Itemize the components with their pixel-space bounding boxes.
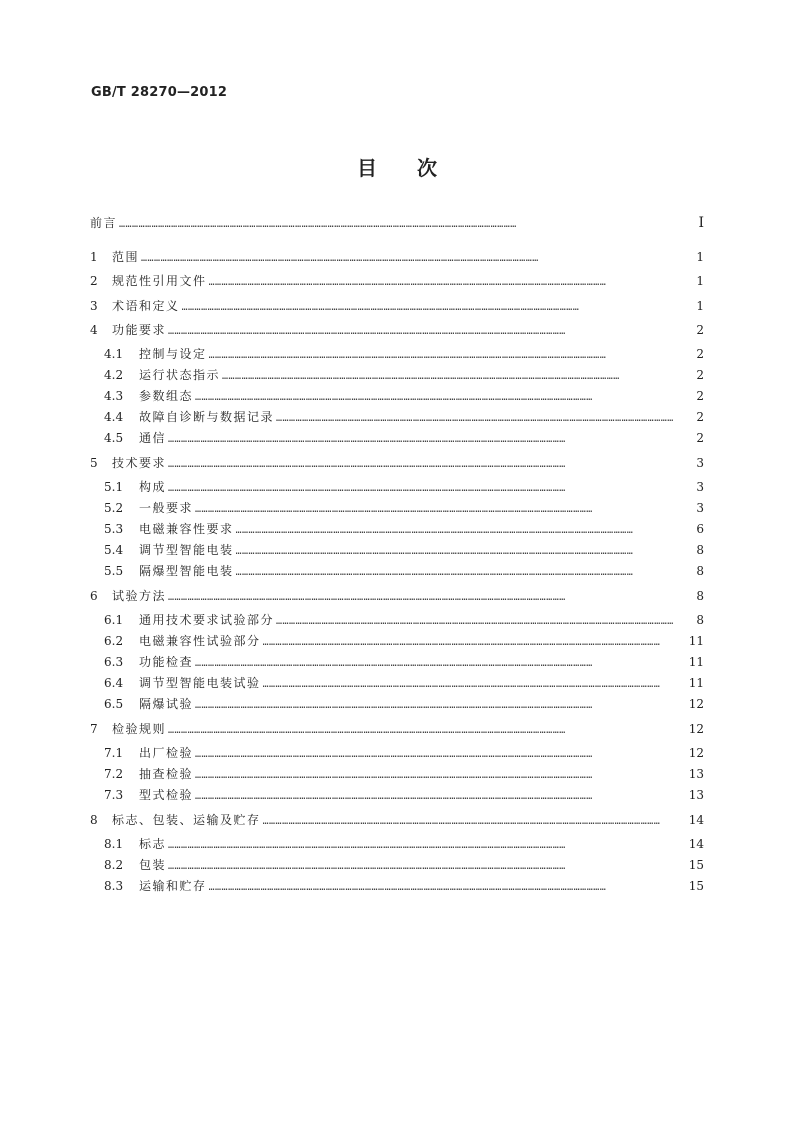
toc-entry[interactable] bbox=[90, 480, 704, 496]
toc-entry[interactable] bbox=[90, 697, 704, 713]
toc-leader-dots bbox=[236, 524, 694, 538]
toc-entry-label: 电磁兼容性要求 bbox=[139, 522, 234, 536]
toc-leader-dots bbox=[263, 678, 687, 692]
toc-leader-dots bbox=[236, 566, 694, 580]
toc-entry-page: 2 bbox=[696, 347, 704, 361]
toc-entry[interactable] bbox=[90, 299, 704, 315]
toc-entry-page: 11 bbox=[688, 655, 704, 669]
toc-entry-label: 技术要求 bbox=[112, 456, 167, 470]
toc-entry-label: 出厂检验 bbox=[139, 746, 194, 760]
toc-entry-label: 规范性引用文件 bbox=[112, 274, 207, 288]
toc-entry-page: 6 bbox=[696, 522, 704, 536]
toc-entry-number: 6 bbox=[90, 589, 98, 603]
toc-entry-number: 8 bbox=[90, 813, 98, 827]
toc-entry-page: 1 bbox=[696, 274, 704, 288]
toc-entry[interactable] bbox=[90, 347, 704, 363]
toc-entry-number: 7.1 bbox=[104, 746, 124, 760]
toc-entry-number: 8.2 bbox=[104, 858, 124, 872]
toc-entry[interactable] bbox=[90, 858, 704, 874]
toc-leader-dots bbox=[222, 370, 694, 384]
toc-entry-page: 1 bbox=[696, 299, 704, 313]
toc-entry-page: 13 bbox=[688, 788, 704, 802]
toc-entry-label: 标志 bbox=[139, 837, 167, 851]
toc-entry-number: 4.3 bbox=[104, 389, 124, 403]
toc-leader-dots bbox=[195, 769, 687, 783]
toc-entry-label: 故障自诊断与数据记录 bbox=[139, 410, 275, 424]
toc-entry-number: 4.4 bbox=[104, 410, 124, 424]
toc-entry-number: 6.4 bbox=[104, 676, 124, 690]
toc-entry-number: 6.1 bbox=[104, 613, 124, 627]
toc-entry-page: 3 bbox=[696, 501, 704, 515]
toc-entry-number: 5 bbox=[90, 456, 98, 470]
toc-entry[interactable] bbox=[90, 410, 704, 426]
toc-entry-page: Ⅰ bbox=[698, 215, 704, 231]
toc-entry-page: 8 bbox=[696, 613, 704, 627]
toc-entry-number: 5.4 bbox=[104, 543, 124, 557]
toc-entry-page: 15 bbox=[688, 858, 704, 872]
toc-entry-page: 11 bbox=[688, 676, 704, 690]
toc-leader-dots bbox=[119, 218, 694, 232]
toc-entry[interactable] bbox=[90, 274, 704, 290]
toc-entry[interactable] bbox=[90, 722, 704, 738]
title-char-2: 次 bbox=[417, 156, 437, 180]
toc-entry-number: 7.3 bbox=[104, 788, 124, 802]
toc-leader-dots bbox=[168, 325, 694, 339]
toc-entry[interactable] bbox=[90, 456, 704, 472]
toc-entry-number: 4.2 bbox=[104, 368, 124, 382]
toc-leader-dots bbox=[263, 815, 687, 829]
toc-leader-dots bbox=[195, 503, 694, 517]
toc-entry-label: 构成 bbox=[139, 480, 167, 494]
toc-entry-number: 8.3 bbox=[104, 879, 124, 893]
toc-entry-number: 7.2 bbox=[104, 767, 124, 781]
toc-entry[interactable] bbox=[90, 634, 704, 650]
toc-entry-label: 检验规则 bbox=[112, 722, 167, 736]
toc-entry[interactable] bbox=[90, 216, 704, 232]
toc-entry-label: 型式检验 bbox=[139, 788, 194, 802]
toc-entry[interactable] bbox=[90, 431, 704, 447]
toc-entry-number: 6.5 bbox=[104, 697, 124, 711]
toc-entry-label: 通信 bbox=[139, 431, 167, 445]
toc-entry-label: 隔爆试验 bbox=[139, 697, 194, 711]
toc-entry-number: 1 bbox=[90, 250, 98, 264]
toc-entry[interactable] bbox=[90, 613, 704, 629]
toc-leader-dots bbox=[195, 657, 687, 671]
toc-entry-label: 一般要求 bbox=[139, 501, 194, 515]
toc-leader-dots bbox=[168, 458, 694, 472]
toc-entry-label: 功能要求 bbox=[112, 323, 167, 337]
toc-entry[interactable] bbox=[90, 543, 704, 559]
toc-entry[interactable] bbox=[90, 676, 704, 692]
toc-entry-page: 3 bbox=[696, 456, 704, 470]
toc-entry[interactable] bbox=[90, 879, 704, 895]
toc-entry-label: 控制与设定 bbox=[139, 347, 207, 361]
toc-leader-dots bbox=[195, 391, 694, 405]
toc-entry-label: 抽查检验 bbox=[139, 767, 194, 781]
toc-entry-page: 15 bbox=[688, 879, 704, 893]
toc-entry-number: 8.1 bbox=[104, 837, 124, 851]
toc-entry-page: 14 bbox=[688, 837, 704, 851]
toc-entry-number: 5.2 bbox=[104, 501, 124, 515]
toc-entry-number: 7 bbox=[90, 722, 98, 736]
toc-leader-dots bbox=[263, 636, 687, 650]
toc-entry-page: 2 bbox=[696, 323, 704, 337]
toc-entry[interactable] bbox=[90, 250, 704, 266]
toc-entry-label: 通用技术要求试验部分 bbox=[139, 613, 275, 627]
toc-entry[interactable] bbox=[90, 501, 704, 517]
toc-entry-page: 12 bbox=[688, 697, 704, 711]
toc-entry[interactable] bbox=[90, 746, 704, 762]
toc-entry-number: 5.5 bbox=[104, 564, 124, 578]
toc-entry-label: 前言 bbox=[90, 216, 118, 230]
toc-entry-number: 5.1 bbox=[104, 480, 124, 494]
toc-entry-page: 3 bbox=[696, 480, 704, 494]
toc-leader-dots bbox=[195, 790, 687, 804]
toc-entry-page: 2 bbox=[696, 431, 704, 445]
toc-entry-label: 调节型智能电装试验 bbox=[139, 676, 261, 690]
toc-entry-label: 术语和定义 bbox=[112, 299, 180, 313]
toc-leader-dots bbox=[209, 349, 694, 363]
toc-entry-number: 4.5 bbox=[104, 431, 124, 445]
toc-entry-page: 2 bbox=[696, 410, 704, 424]
toc-leader-dots bbox=[168, 433, 694, 447]
toc-entry[interactable] bbox=[90, 767, 704, 783]
toc-entry[interactable] bbox=[90, 813, 704, 829]
toc-entry-number: 4.1 bbox=[104, 347, 124, 361]
toc-entry-label: 包装 bbox=[139, 858, 167, 872]
toc-leader-dots bbox=[195, 699, 687, 713]
toc-entry-number: 2 bbox=[90, 274, 98, 288]
toc-entry-page: 13 bbox=[688, 767, 704, 781]
toc-entry-page: 2 bbox=[696, 389, 704, 403]
toc-leader-dots bbox=[182, 301, 694, 315]
toc-entry-page: 8 bbox=[696, 543, 704, 557]
toc-leader-dots bbox=[168, 724, 687, 738]
page-title bbox=[0, 152, 794, 181]
toc-entry[interactable] bbox=[90, 837, 704, 853]
toc-entry-label: 参数组态 bbox=[139, 389, 194, 403]
toc-entry-page: 8 bbox=[696, 564, 704, 578]
toc-entry[interactable] bbox=[90, 564, 704, 580]
toc-leader-dots bbox=[276, 615, 694, 629]
toc-entry[interactable] bbox=[90, 522, 704, 538]
toc-entry-number: 3 bbox=[90, 299, 98, 313]
toc-leader-dots bbox=[195, 748, 687, 762]
toc-entry-page: 1 bbox=[696, 250, 704, 264]
toc-entry-page: 14 bbox=[688, 813, 704, 827]
toc-entry-label: 隔爆型智能电装 bbox=[139, 564, 234, 578]
title-char-1: 目 bbox=[357, 156, 377, 180]
toc-entry-label: 运行状态指示 bbox=[139, 368, 221, 382]
toc-entry-number: 6.3 bbox=[104, 655, 124, 669]
toc-entry-number: 4 bbox=[90, 323, 98, 337]
toc-entry-label: 范围 bbox=[112, 250, 140, 264]
toc-entry-label: 调节型智能电装 bbox=[139, 543, 234, 557]
toc-leader-dots bbox=[209, 881, 687, 895]
toc-leader-dots bbox=[168, 860, 687, 874]
toc-entry-page: 2 bbox=[696, 368, 704, 382]
toc-entry-page: 12 bbox=[688, 746, 704, 760]
standard-code: GB/T 28270—2012 bbox=[91, 85, 228, 100]
toc-entry-page: 8 bbox=[696, 589, 704, 603]
toc-entry[interactable] bbox=[90, 589, 704, 605]
toc-entry[interactable] bbox=[90, 323, 704, 339]
toc-entry-label: 试验方法 bbox=[112, 589, 167, 603]
toc-entry-number: 6.2 bbox=[104, 634, 124, 648]
toc-leader-dots bbox=[276, 412, 694, 426]
toc-leader-dots bbox=[168, 839, 687, 853]
toc-entry[interactable] bbox=[90, 788, 704, 804]
toc-entry-label: 运输和贮存 bbox=[139, 879, 207, 893]
toc-entry-label: 功能检查 bbox=[139, 655, 194, 669]
toc-leader-dots bbox=[236, 545, 694, 559]
toc-entry-page: 11 bbox=[688, 634, 704, 648]
toc-entry-number: 5.3 bbox=[104, 522, 124, 536]
toc-entry[interactable] bbox=[90, 389, 704, 405]
toc-entry-label: 电磁兼容性试验部分 bbox=[139, 634, 261, 648]
toc-leader-dots bbox=[168, 591, 694, 605]
toc-leader-dots bbox=[168, 482, 694, 496]
toc-leader-dots bbox=[209, 276, 694, 290]
toc-entry[interactable] bbox=[90, 655, 704, 671]
toc-entry-page: 12 bbox=[688, 722, 704, 736]
toc-leader-dots bbox=[141, 252, 694, 266]
toc-entry-label: 标志、包装、运输及贮存 bbox=[112, 813, 261, 827]
toc-entry[interactable] bbox=[90, 368, 704, 384]
